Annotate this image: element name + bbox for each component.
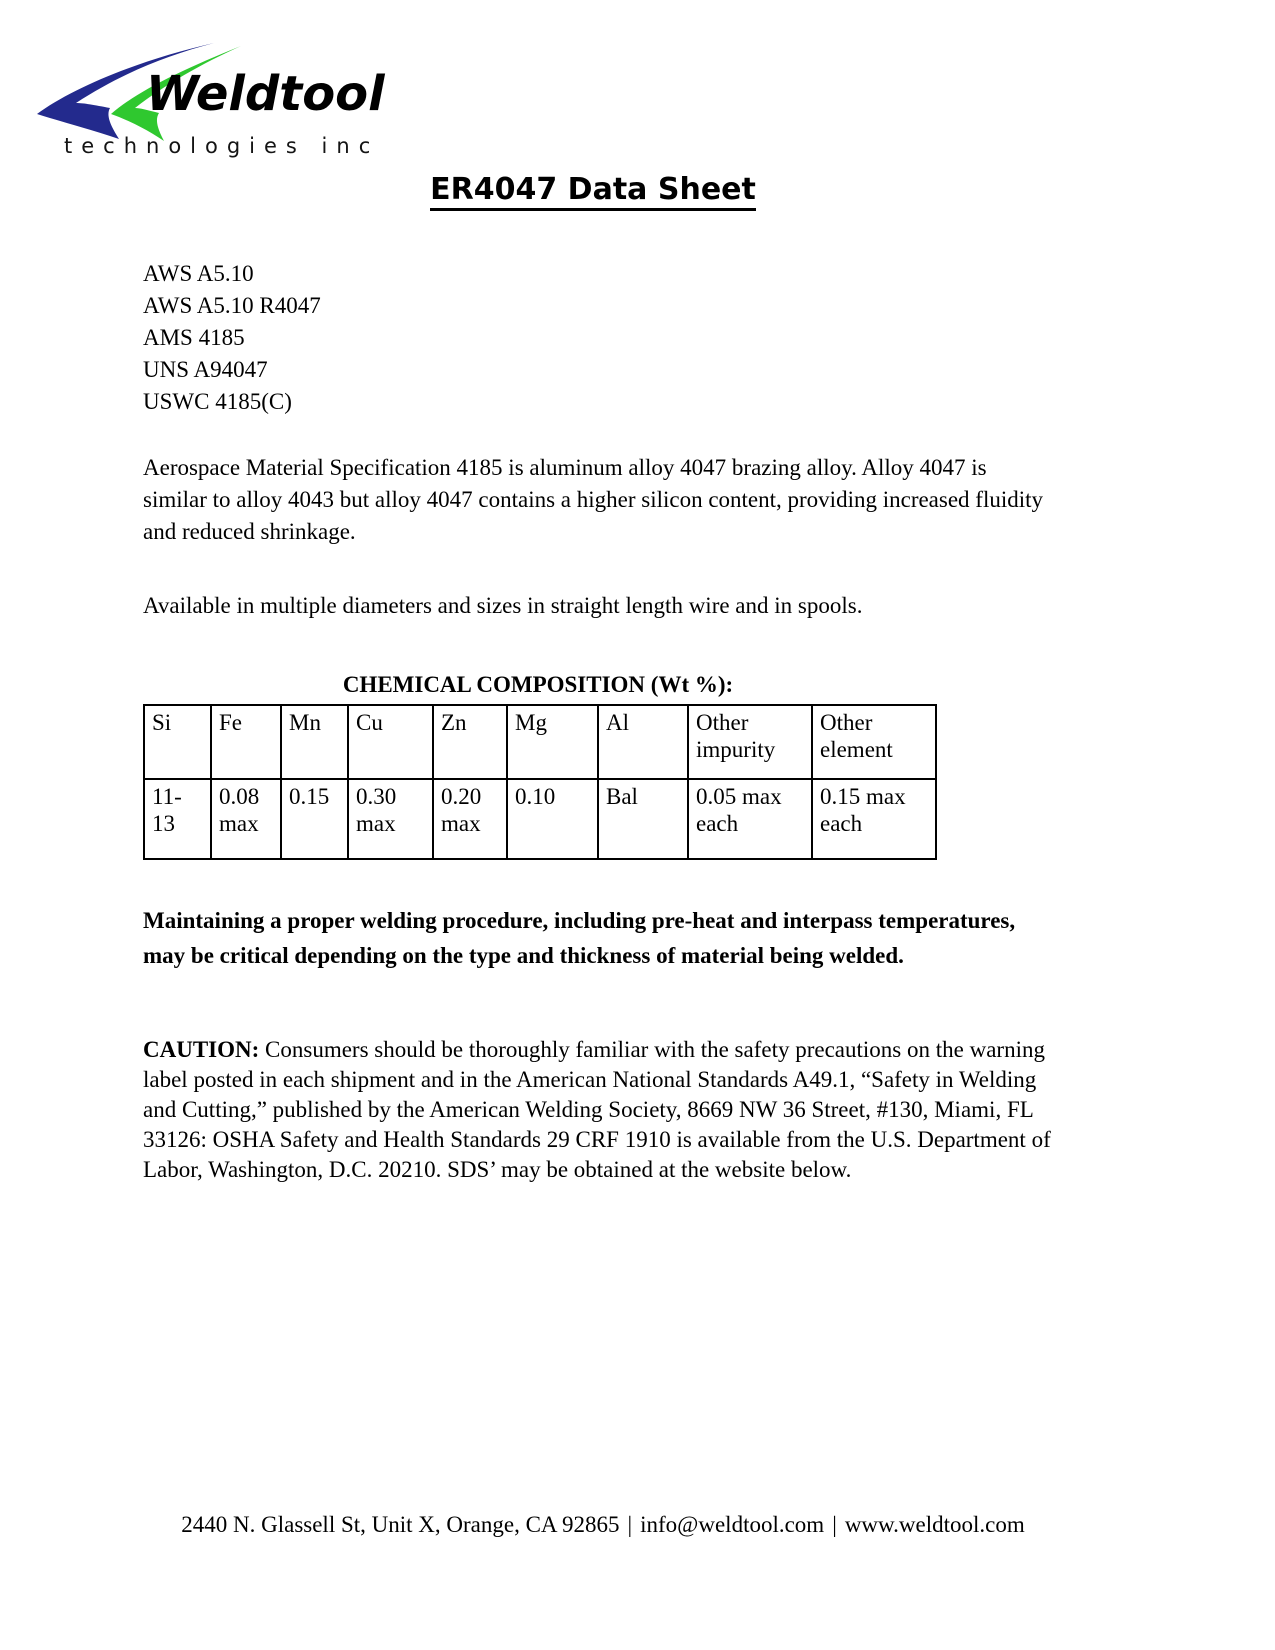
table-header-row: [144, 705, 936, 779]
footer: [143, 1512, 1063, 1538]
column-header: Mn: [281, 705, 348, 779]
column-header: Fe: [211, 705, 281, 779]
caution-paragraph: [143, 1035, 1058, 1185]
column-header: Other element: [812, 705, 936, 779]
table-row: [144, 779, 936, 859]
footer-address: 2440 N. Glassell St, Unit X, Orange, CA 92865: [181, 1512, 620, 1537]
table-cell: 0.15 max each: [812, 779, 936, 859]
welding-procedure-notice: Maintaining a proper welding procedure, including pre-heat and interpass temperatures, may be critical depending on the type and thickness of material being welded.: [143, 908, 1016, 968]
brand-name: Weldtool: [146, 66, 385, 122]
spec-item: UNS A94047: [143, 357, 268, 382]
spec-item: AMS 4185: [143, 325, 245, 350]
column-header: Zn: [433, 705, 507, 779]
availability-paragraph: Available in multiple diameters and sizes in straight length wire and in spools.: [143, 593, 863, 618]
table-cell: 11-13: [144, 779, 211, 859]
table-cell: 0.15: [281, 779, 348, 859]
document-title: ER4047 Data Sheet: [430, 172, 756, 211]
table-cell: Bal: [598, 779, 688, 859]
brand-tagline: technologies inc: [64, 134, 380, 158]
column-header: Other impurity: [688, 705, 812, 779]
caution-body: Consumers should be thoroughly familiar with the safety precautions on the warning label posted in each shipment and in the American National Standards A49.1, “Safety in Welding and Cutting,” published by the American Welding Society, 8669 NW 36 Street, #130, Miami, FL 33126: OSHA Safety and Health Standards 29 CRF 1910 is available from the U.S. Department of Labor, Washington, D.C. 20210. SDS’ may be obtained at the website below.: [143, 1037, 1051, 1182]
footer-separator: |: [832, 1512, 837, 1537]
footer-website: www.weldtool.com: [844, 1512, 1025, 1537]
spec-list: [143, 258, 321, 418]
column-header: Mg: [507, 705, 598, 779]
table-cell: 0.20 max: [433, 779, 507, 859]
footer-separator: |: [627, 1512, 633, 1537]
weldtool-logo: [30, 28, 420, 168]
column-header: Cu: [348, 705, 433, 779]
column-header: Al: [598, 705, 688, 779]
spec-item: USWC 4185(C): [143, 389, 292, 414]
title-row: [143, 172, 1043, 211]
description-paragraph: Aerospace Material Specification 4185 is aluminum alloy 4047 brazing alloy. Alloy 4047 is similar to alloy 4043 but alloy 4047 contains a higher silicon content, providing increased fluidity and reduced shrinkage.: [143, 455, 1044, 544]
composition-table-container: [143, 704, 935, 860]
caution-label: CAUTION:: [143, 1037, 260, 1062]
table-cell: 0.10: [507, 779, 598, 859]
spec-item: AWS A5.10 R4047: [143, 293, 321, 318]
spec-item: AWS A5.10: [143, 261, 254, 286]
table-cell: 0.05 max each: [688, 779, 812, 859]
footer-email: info@weldtool.com: [640, 1512, 825, 1537]
table-cell: 0.08 max: [211, 779, 281, 859]
column-header: Si: [144, 705, 211, 779]
composition-table: [143, 704, 937, 860]
composition-heading: CHEMICAL COMPOSITION (Wt %):: [342, 672, 734, 697]
table-cell: 0.30 max: [348, 779, 433, 859]
